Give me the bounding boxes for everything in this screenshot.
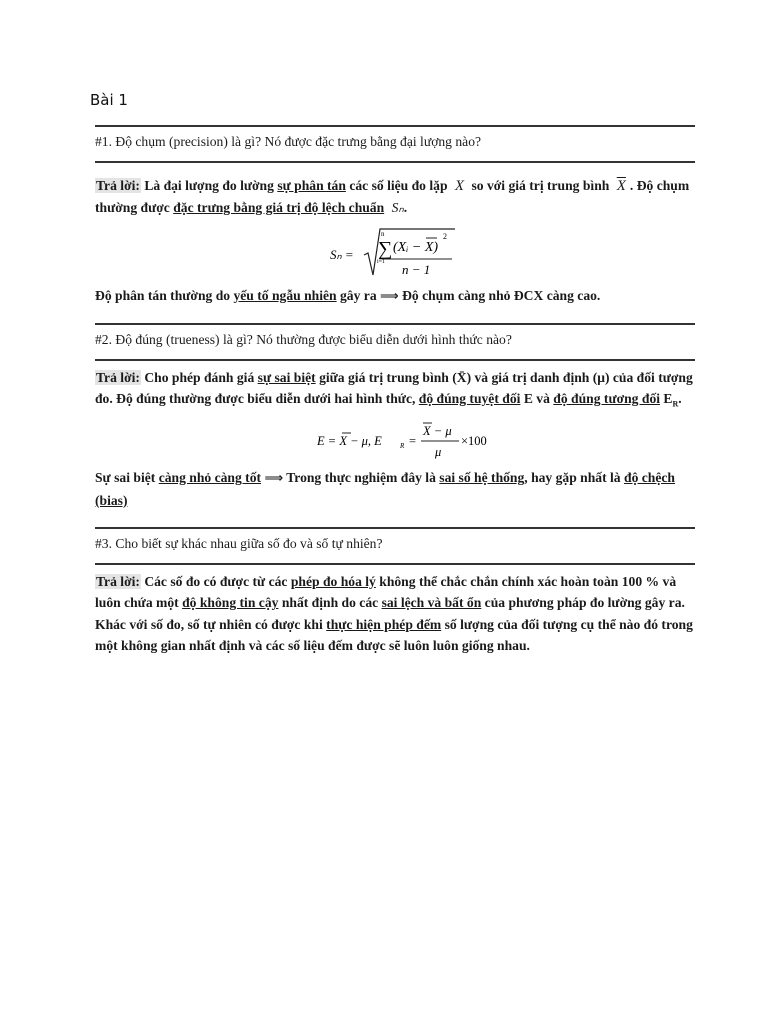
- answer-label: Trả lời:: [96, 369, 140, 385]
- question-2: #2. Độ đúng (trueness) là gì? Nó thường được biểu diễn dưới hình thức nào?: [95, 332, 512, 347]
- key-term: thực hiện phép đếm: [326, 616, 442, 632]
- formula-svg: [317, 421, 537, 463]
- key-term: độ đúng tương đối: [553, 391, 661, 406]
- sum-sign: ∑: [378, 237, 393, 260]
- answer-text: và luôn chứa một: [95, 573, 677, 611]
- answer-text: E: [663, 391, 673, 406]
- answer-text: .: [403, 200, 408, 215]
- key-term: phép đo hóa lý: [290, 573, 376, 589]
- answer-text: Cho phép đánh giá: [144, 369, 255, 385]
- answer-text: nhất định do các: [281, 595, 379, 611]
- section-q3: [95, 527, 695, 657]
- conclusion-text: Sự sai biệt: [95, 470, 156, 486]
- answer-1: [95, 175, 695, 219]
- question-1: #1. Độ chụm (precision) là gì? Nó được đặc trưng bằng đại lượng nào?: [95, 134, 482, 149]
- key-term: càng nhỏ càng tốt: [158, 470, 262, 486]
- implies-arrow: ⟹: [380, 288, 399, 304]
- answer-text: giữa giá trị trung bình (X̄) và giá trị danh định (μ) của đối tượng đo. Độ đúng thường được biểu diễn dưới hai hình thức,: [95, 369, 693, 406]
- formula-subscript: R: [400, 442, 405, 451]
- divider: [95, 563, 695, 565]
- formula-equals: =: [409, 434, 417, 449]
- answer-text: . Độ chụm thường được: [95, 177, 690, 215]
- symbol-x: X: [454, 177, 465, 194]
- formula-standard-deviation: [95, 227, 695, 279]
- answer-text: E và: [523, 391, 550, 406]
- conclusion-text: , hay gặp nhất là: [524, 470, 621, 486]
- formula-lhs: Sₙ =: [330, 246, 354, 262]
- formula-tail: ×100: [461, 434, 487, 449]
- answer-3: [95, 571, 695, 657]
- formula-trueness: [95, 421, 695, 461]
- document-content: [95, 125, 695, 669]
- implies-arrow: ⟹: [264, 471, 284, 487]
- formula-left: E = X − μ, E: [317, 434, 382, 449]
- subscript: R: [672, 399, 679, 409]
- answer-text: so với giá trị trung bình: [471, 177, 610, 193]
- formula-term: (Xᵢ − X): [393, 239, 439, 255]
- formula-denominator: n − 1: [402, 261, 431, 277]
- divider: [95, 161, 695, 163]
- conclusion-text: Độ chụm càng nhỏ ĐCX càng cao.: [402, 287, 601, 303]
- divider: [95, 323, 695, 325]
- conclusion-1: [95, 285, 695, 308]
- divider: [95, 125, 695, 127]
- formula-denominator: μ: [435, 445, 442, 460]
- section-q1: [95, 125, 695, 307]
- answer-text: các số liệu đo lặp: [349, 177, 448, 193]
- divider: [95, 359, 695, 361]
- conclusion-text: Độ phân tán thường do: [95, 287, 231, 303]
- conclusion-text: gây ra: [340, 287, 377, 303]
- answer-label: Trả lời:: [96, 573, 140, 589]
- answer-text: của phương pháp đo lường gây ra. Khác với số đo, số tự nhiên có được khi: [95, 595, 685, 632]
- formula-svg: [330, 227, 530, 283]
- page-heading: Bài 1: [90, 91, 128, 109]
- key-term: sai lệch và bất ổn: [381, 595, 482, 611]
- answer-text: .: [678, 391, 682, 406]
- answer-2: [95, 367, 695, 416]
- sum-top: n: [381, 229, 385, 238]
- symbol-sn: Sₙ: [391, 200, 404, 215]
- key-term: yếu tố ngẫu nhiên: [233, 287, 337, 303]
- sum-bottom: i=1: [377, 258, 386, 265]
- key-term: độ không tin cậy: [182, 595, 279, 611]
- question-3: #3. Cho biết sự khác nhau giữa số đo và số tự nhiên?: [95, 536, 383, 552]
- formula-exponent: 2: [443, 231, 447, 241]
- section-q2: [95, 323, 695, 511]
- key-term: độ đúng tuyệt đối: [418, 391, 521, 406]
- key-term: sai số hệ thống: [439, 470, 525, 486]
- divider: [95, 527, 695, 529]
- formula-numerator: X − μ: [423, 424, 452, 439]
- key-term: đặc trưng bằng giá trị độ lệch chuẩn: [173, 200, 385, 215]
- conclusion-text: Trong thực nghiệm đây là: [286, 470, 436, 486]
- key-term: sự sai biệt: [257, 369, 316, 385]
- answer-label: Trả lời:: [96, 177, 140, 193]
- key-term: độ chệch (bias): [95, 470, 675, 508]
- answer-text: không thể chắc chắn chính xác hoàn toàn 100 %: [379, 573, 660, 589]
- conclusion-2: [95, 467, 695, 511]
- symbol-x-bar: $\overline{X}$: [616, 177, 626, 194]
- answer-text: số lượng của đối tượng cụ thể nào đó trong một không gian nhất định và các số liệu đếm được sẽ luôn luôn giống nhau.: [95, 616, 693, 654]
- key-term: sự phân tán: [277, 177, 346, 193]
- answer-text: Là đại lượng đo lường: [144, 177, 274, 193]
- answer-text: Các số đo có được từ các: [144, 573, 288, 589]
